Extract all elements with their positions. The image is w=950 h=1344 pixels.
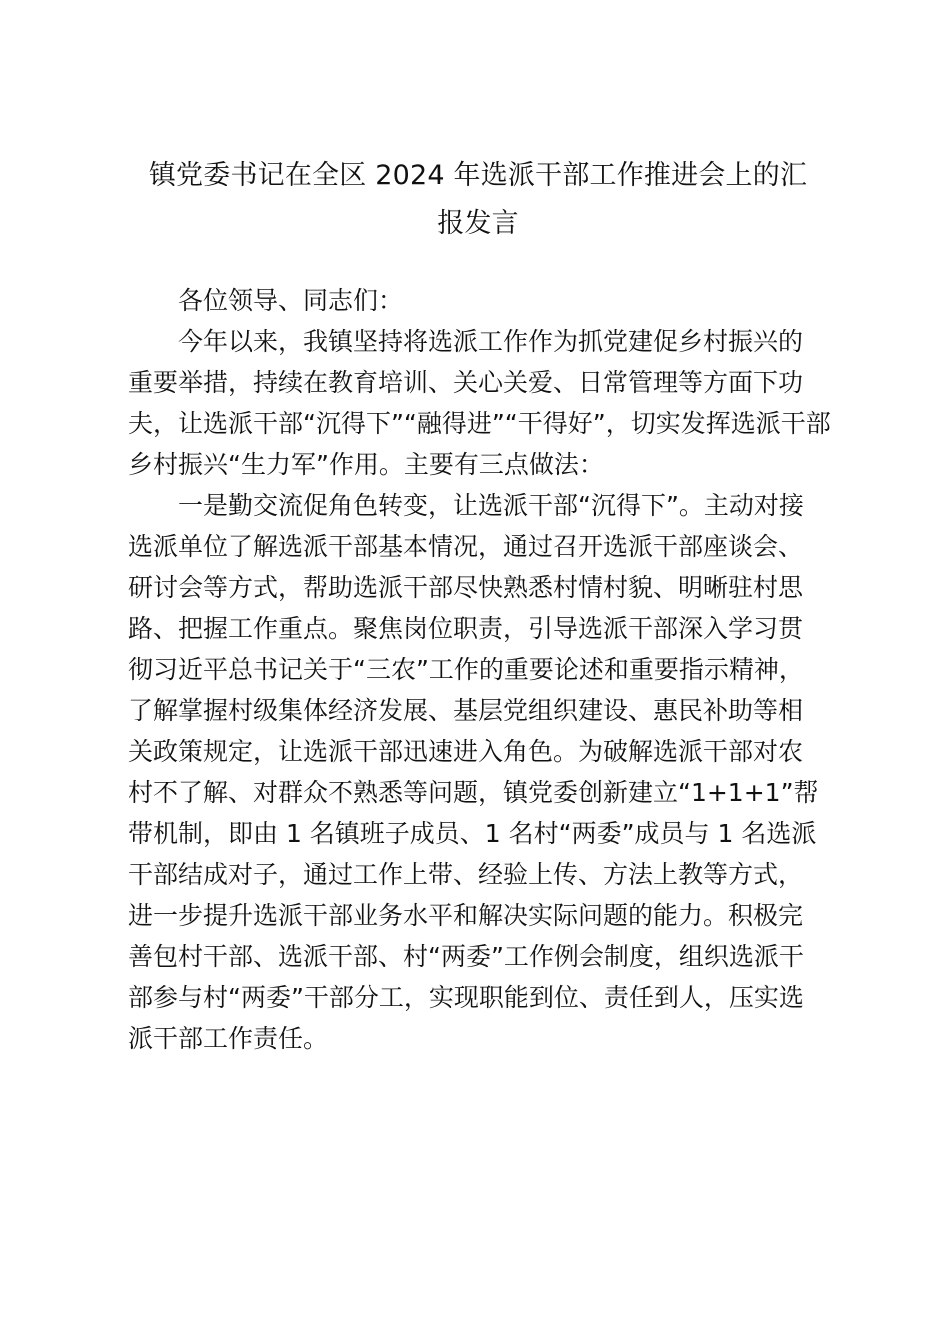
document-body bbox=[128, 280, 832, 1059]
paragraph-intro bbox=[128, 321, 832, 485]
paragraph-line: 今年以来，我镇坚持将选派工作作为抓党建促乡村振兴的 bbox=[178, 327, 804, 356]
paragraph-line: 关政策规定，让选派干部迅速进入角色。为破解选派干部对农 bbox=[128, 737, 804, 766]
paragraph-line: 部参与村“两委”干部分工，实现职能到位、责任到人，压实选 bbox=[128, 983, 804, 1012]
paragraph-line: 路、把握工作重点。聚焦岗位职责，引导选派干部深入学习贯 bbox=[128, 614, 804, 643]
paragraph-line: 了解掌握村级集体经济发展、基层党组织建设、惠民补助等相 bbox=[128, 696, 804, 725]
paragraph-line: 乡村振兴“生力军”作用。主要有三点做法： bbox=[128, 450, 604, 479]
paragraph-line: 彻习近平总书记关于“三农”工作的重要论述和重要指示精神， bbox=[128, 655, 804, 684]
paragraph-line: 带机制，即由 1 名镇班子成员、1 名村“两委”成员与 1 名选派 bbox=[128, 819, 817, 848]
title-line: 报发言 bbox=[437, 208, 519, 239]
paragraph-line: 派干部工作责任。 bbox=[128, 1024, 329, 1053]
document-title bbox=[128, 152, 828, 248]
paragraph-line: 重要举措，持续在教育培训、关心关爱、日常管理等方面下功 bbox=[128, 368, 804, 397]
paragraph-line: 一是勤交流促角色转变，让选派干部“沉得下”。主动对接 bbox=[178, 491, 804, 520]
paragraph-line: 研讨会等方式，帮助选派干部尽快熟悉村情村貌、明晰驻村思 bbox=[128, 573, 804, 602]
paragraph-line: 选派单位了解选派干部基本情况，通过召开选派干部座谈会、 bbox=[128, 532, 804, 561]
paragraph-line: 夫，让选派干部“沉得下”“融得进”“干得好”，切实发挥选派干部 bbox=[128, 409, 831, 438]
paragraph-line: 村不了解、对群众不熟悉等问题，镇党委创新建立“1+1+1”帮 bbox=[128, 778, 819, 807]
paragraph-first-measure bbox=[128, 485, 832, 1059]
title-line: 镇党委书记在全区 2024 年选派干部工作推进会上的汇 bbox=[148, 160, 808, 191]
paragraph-line: 干部结成对子，通过工作上带、经验上传、方法上教等方式， bbox=[128, 860, 804, 889]
paragraph-line: 进一步提升选派干部业务水平和解决实际问题的能力。积极完 bbox=[128, 901, 804, 930]
salutation: 各位领导、同志们： bbox=[178, 286, 404, 315]
paragraph-line: 善包村干部、选派干部、村“两委”工作例会制度，组织选派干 bbox=[128, 942, 804, 971]
